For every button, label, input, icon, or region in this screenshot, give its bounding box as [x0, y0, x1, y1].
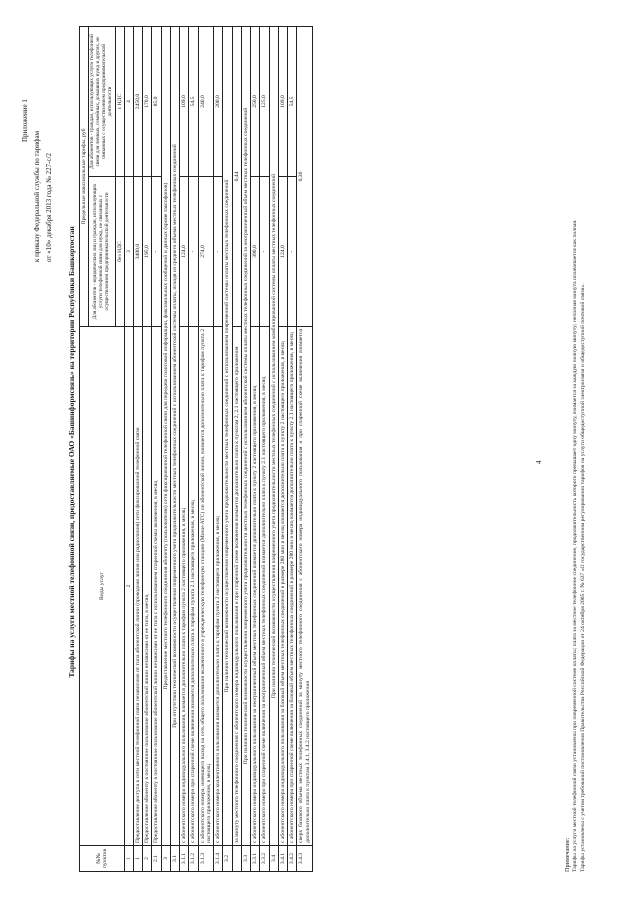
index-2: 2 [124, 327, 133, 846]
rotated-page [15, 12, 625, 892]
page-number: 4 [535, 460, 543, 464]
table-row [133, 26, 142, 871]
header-with-vat: с НДС [115, 26, 124, 176]
tariff-legal: 124,0 [278, 177, 287, 327]
service-name: с абонентского номера индивидуального пользования, взимается дополнительно плата к тарифам пункта 2 настоящего приложения, в месяц [180, 327, 189, 846]
section-heading: При наличии технической возможности осуществления повременного учета продолжительности местных телефонных соединений с использованием повременной системы оплаты местных телефонных соединений [223, 26, 232, 845]
table-row [297, 26, 313, 871]
index-3: 3 [124, 177, 133, 327]
row-number: 1 [133, 846, 142, 872]
tariff-legal: - [260, 177, 269, 327]
tariff-private: 85,0 [152, 26, 161, 176]
tariff-legal: - [152, 177, 161, 327]
header-no-vat: без НДС [115, 177, 124, 327]
service-name: Предоставление абоненту в постоянное пользование абонентской линии независимо от ее типа, в месяц [143, 327, 152, 846]
table-row [170, 26, 179, 871]
tariff-private: 250,0 [251, 26, 260, 176]
tariff-private: 2450,0 [133, 26, 142, 176]
row-number: 3.4.2 [288, 846, 297, 872]
header-service: Виды услуг [80, 327, 125, 846]
row-number: 3.4.1 [278, 846, 287, 872]
row-number [232, 846, 241, 872]
section-heading: При наличии технической возможности осуществления повременного учета продолжительности местных телефонных соединений с использованием комбинированной системы оплаты местных телефонных соединений [269, 26, 278, 845]
table-row [269, 26, 278, 871]
tariff-private: 240,0 [198, 26, 214, 176]
service-name: с абонентского номера при спаренной схеме включения за базовый объем местных телефонных соединений в размере 280 мин в месяц взимается дополнительно плата к пункту 2.1 настоящего приложения, в месяц [288, 327, 297, 846]
row-number: 3.2 [223, 846, 232, 872]
header-num: №№ пунктов [80, 846, 125, 872]
note-item: Тарифы установлены с учетом требований постановления Правительства Российской Федерации от 24 октября 2005 г. № 637 «О государственном регулировании тарифов на услуги общедоступной электросвязи и общедоступной почтовой связи». [579, 283, 586, 872]
row-number: 3.1.2 [189, 846, 198, 872]
service-name: сверх базового объема местных телефонных соединений за минуту местного телефонного соединения с абонентского номера индивидуального пользования и при спаренной схеме включения взимается дополнительно плата к пунктам 3.4.1, 3.4.2 настоящего приложения [297, 327, 313, 846]
table-row [278, 26, 287, 871]
row-number: 2 [143, 846, 152, 872]
notes-heading: Примечание: [564, 837, 571, 872]
tariff-private: 109,0 [180, 26, 189, 176]
service-name: за минуту местного телефонного соединения с абонентского номера индивидуального пользования и при спаренной схеме включения взимается дополнительно плата к пунктам 2, 2.1 настоящего приложения [232, 327, 241, 846]
tariff-private: 109,0 [278, 26, 287, 176]
notes [563, 27, 587, 872]
row-number: 3.4.3 [297, 846, 313, 872]
table-row [260, 26, 269, 871]
service-name: с абонентского номера при спаренной схеме включения за неограниченный объем местных телефонных соединений взимается дополнительно плата к пункту 2.1 настоящего приложения, в месяц [260, 327, 269, 846]
header-legal: Для абонентов - юридических лиц и граждан, использующих услуги телефонной связи для нужд, не связанных с осуществлением предпринимательской деятельности [89, 177, 115, 327]
header-private: Для абонентов - граждан, использующих услуги телефонной связи для личных, семейных, домашних нужд и других, не связанных с осуществлением предпринимательской деятельности [89, 26, 115, 176]
service-name: с абонентского номера индивидуального пользования за базовый объем местных телефонных соединений в размере 280 мин в месяц взимается дополнительно плата к пункту 2 настоящего приложения, в месяц [278, 327, 287, 846]
section-heading: Предоставление местного телефонного соединения абоненту (пользователю) сети фиксированной телефонной связи для передачи голосовой информации, факсимильных сообщений и данных (кроме таксофонов) [161, 26, 170, 845]
row-number: 3.1.4 [214, 846, 223, 872]
appendix-block [19, 22, 55, 262]
header-tariffs: Предельные максимальные тарифы, руб [80, 26, 89, 326]
service-name: с абонентского номера при спаренной схеме включения взимается дополнительно плата к тарифам пункта 2.1 настоящего приложения, в месяц [189, 327, 198, 846]
appendix-line-3: от «10» декабря 2013 года № 227-с/2 [45, 152, 53, 262]
section-heading: При отсутствии технической возможности осуществления повременного учета продолжительности местных телефонных соединений с использованием абонентской системы оплаты, исходя из среднего объема местных телефонных соединений [170, 26, 179, 845]
table-body [133, 26, 312, 871]
table-row [214, 26, 223, 871]
section-heading: При наличии технической возможности осуществления повременного учета продолжительности местных телефонных соединений с использованием абонентской системы оплаты местных телефонных соединений за неограниченный объем местных телефонных соединений [241, 26, 250, 845]
appendix-line-2: к приказу Федеральной службы по тарифам [33, 130, 41, 262]
tariff-merged: 0,44 [232, 26, 241, 326]
table-row [152, 26, 161, 871]
tariff-legal: 390,0 [251, 177, 260, 327]
service-name: с абонентского номера, имеющего выход на сеть общего пользования включенного в учрежденческую телефонную станцию (Мини-АТС) по абонентской линии, взимается дополнительно плата к тарифам пункта 2 настоящего приложения, в месяц [198, 327, 214, 846]
tariff-legal: - [288, 177, 297, 327]
service-name: Предоставление доступа к сети местной телефонной связи независимо от типа абонентской линии (проводная линия или радиолиния) сети фиксированной телефонной связи [133, 327, 142, 846]
tariff-private: 54,5 [288, 26, 297, 176]
row-number: 3.3.1 [251, 846, 260, 872]
table-row [251, 26, 260, 871]
tariff-private: 54,5 [189, 26, 198, 176]
tariff-legal: 274,0 [198, 177, 214, 327]
tariff-legal: 124,0 [180, 177, 189, 327]
service-name: Предоставление абоненту в постоянное пользование абонентской линии независимо от ее типа с использованием спаренной схемы включения, в месяц [152, 327, 161, 846]
tariff-legal: 3400,0 [133, 177, 142, 327]
tariff-legal: 195,0 [143, 177, 152, 327]
tariff-private: 170,0 [143, 26, 152, 176]
index-4: 4 [124, 26, 133, 176]
table-row [143, 26, 152, 871]
row-number: 2.1 [152, 846, 161, 872]
row-number: 3.1 [170, 846, 179, 872]
table-row [288, 26, 297, 871]
row-number: 3.1.1 [180, 846, 189, 872]
table-row [189, 26, 198, 871]
service-name: с абонентского номера индивидуального пользования за неограниченный объем местных телефонных соединений взимается дополнительно плата к пункту 2 настоящего приложения, в месяц [251, 327, 260, 846]
tariff-private: 125,0 [260, 26, 269, 176]
row-number: 3.4 [269, 846, 278, 872]
tariff-legal: - [214, 177, 223, 327]
tariff-merged: 0,36 [297, 26, 313, 326]
tariff-legal: - [189, 177, 198, 327]
row-number: 3.3 [241, 846, 250, 872]
note-item: Тарифы на услуги местной телефонной связи установлены при повременной системе оплаты; плата за местное телефонное соединение, продолжительность которого превышает одну минуту, взимается за каждую полную минуту; неполная минута оплачивается как полная. [572, 219, 579, 872]
service-name: с абонентского номера коллективного пользования взимается дополнительно плата к тарифам пункта 2 настоящего приложения, в месяц [214, 327, 223, 846]
index-1: 1 [124, 846, 133, 872]
tariff-private: 200,0 [214, 26, 223, 176]
table-row [161, 26, 170, 871]
table-row [180, 26, 189, 871]
table-row [223, 26, 232, 871]
tariff-table [79, 26, 313, 872]
row-number: 3 [161, 846, 170, 872]
table-row [241, 26, 250, 871]
row-number: 3.3.2 [260, 846, 269, 872]
document-title: Тарифы на услуги местной телефонной связи, предоставляемые ОАО «Башинформсвязь» на территории Республики Башкортостан [67, 226, 76, 678]
row-number: 3.1.3 [198, 846, 214, 872]
appendix-line-1: Приложение 1 [21, 99, 29, 142]
table-row [232, 26, 241, 871]
table-row [198, 26, 214, 871]
